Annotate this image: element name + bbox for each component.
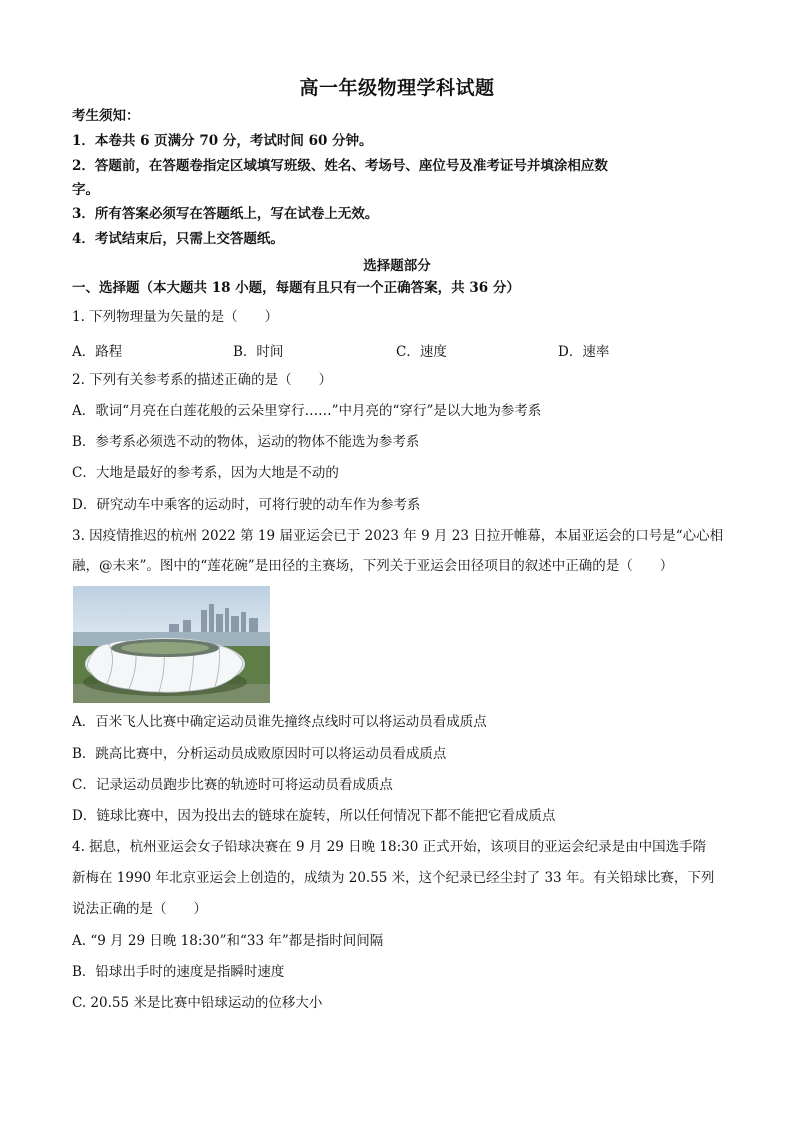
question-4-option-a: A. “9 月 29 日晚 18:30”和“33 年”都是指时间间隔 — [72, 933, 384, 949]
notice-item: 4．考试结束后，只需上交答题纸。 — [72, 231, 284, 247]
lotus-stadium-photo — [73, 586, 270, 703]
page-title: 高一年级物理学科试题 — [299, 77, 495, 99]
question-1-option-c: C．速度 — [396, 344, 447, 360]
notice-item: 2．答题前，在答题卷指定区域填写班级、姓名、考场号、座位号及准考证号并填涂相应数 — [72, 158, 608, 174]
question-3-stem-line-2: 融，@未来”。图中的“莲花碗”是田径的主赛场，下列关于亚运会田径项目的叙述中正确的是（ ） — [72, 558, 674, 574]
question-2-option-a: A．歌词“月亮在白莲花般的云朵里穿行……”中月亮的“穿行”是以大地为参考系 — [72, 403, 542, 419]
question-3-stem-line-1: 3. 因疫情推迟的杭州 2022 第 19 届亚运会已于 2023 年 9 月 23 日拉开帷幕，本届亚运会的口号是“心心相 — [72, 528, 724, 544]
question-3-option-c: C．记录运动员跑步比赛的轨迹时可将运动员看成质点 — [72, 777, 393, 793]
section-title: 选择题部分 — [363, 258, 431, 274]
question-2-option-c: C．大地是最好的参考系，因为大地是不动的 — [72, 465, 339, 481]
question-3-option-d: D．链球比赛中，因为投出去的链球在旋转，所以任何情况下都不能把它看成质点 — [72, 808, 556, 824]
question-3-option-a: A．百米飞人比赛中确定运动员谁先撞终点线时可以将运动员看成质点 — [72, 714, 487, 730]
question-4-stem-line-1: 4. 据息，杭州亚运会女子铅球决赛在 9 月 29 日晚 18:30 正式开始，该项目的亚运会纪录是由中国选手隋 — [72, 839, 707, 855]
part-heading: 一、选择题（本大题共 18 小题，每题有且只有一个正确答案，共 36 分） — [72, 280, 520, 296]
question-4-stem-line-3: 说法正确的是（ ） — [72, 901, 207, 917]
question-3-option-b: B．跳高比赛中，分析运动员成败原因时可以将运动员看成质点 — [72, 746, 447, 762]
notice-item: 3．所有答案必须写在答题纸上，写在试卷上无效。 — [72, 206, 379, 222]
question-2-stem: 2. 下列有关参考系的描述正确的是（ ） — [72, 372, 333, 388]
question-4-option-c: C. 20.55 米是比赛中铅球运动的位移大小 — [72, 995, 323, 1011]
question-2-option-d: D．研究动车中乘客的运动时，可将行驶的动车作为参考系 — [72, 497, 421, 513]
question-4-option-b: B．铅球出手时的速度是指瞬时速度 — [72, 964, 285, 980]
question-1-stem: 1. 下列物理量为矢量的是（ ） — [72, 309, 279, 325]
question-4-stem-line-2: 新梅在 1990 年北京亚运会上创造的，成绩为 20.55 米，这个纪录已经尘封了 33 年。有关铅球比赛，下列 — [72, 870, 715, 886]
question-1-option-b: B．时间 — [233, 344, 284, 360]
notice-item: 字。 — [72, 182, 99, 198]
question-2-option-b: B．参考系必须选不动的物体，运动的物体不能选为参考系 — [72, 434, 420, 450]
question-1-option-a: A．路程 — [72, 344, 123, 360]
question-1-option-d: D．速率 — [558, 344, 610, 360]
notice-item: 1．本卷共 6 页满分 70 分，考试时间 60 分钟。 — [72, 133, 373, 149]
notice-heading: 考生须知： — [72, 108, 140, 124]
